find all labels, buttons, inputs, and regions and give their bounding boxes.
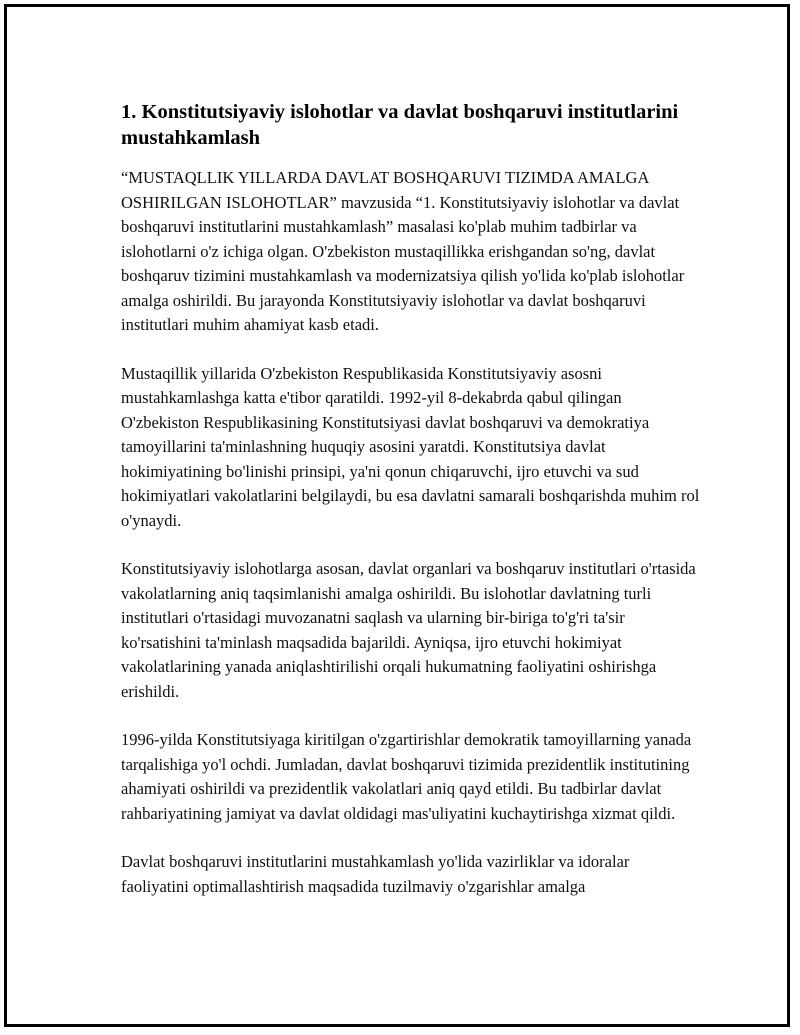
- section-heading: 1. Konstitutsiyaviy islohotlar va davlat boshqaruvi institutlarini mustahkamlash: [121, 101, 679, 149]
- paragraph-2: Mustaqillik yillarida O'zbekiston Respublikasida Konstitutsiyaviy asosni mustahkamlashga katta e'tibor qaratildi. 1992-yil 8-dekabrda qabul qilingan O'zbekiston Respublikasining Konstitutsiyasi davlat boshqaruvi va demokratiya tamoyillarini ta'minlashning huquqiy asosini yaratdi. Konstitutsiya davlat hokimiyatining bo'linishi prinsipi, ya'ni qonun chiqaruvchi, ijro etuvchi va sud hokimiyatlari vakolatlarini belgilaydi, bu esa davlatni samarali boshqarishda muhim rol o'ynaydi.: [121, 363, 700, 530]
- paragraph-5: Davlat boshqaruvi institutlarini mustahkamlash yo'lida vazirliklar va idoralar faoliyatini optimallashtirish maqsadida tuzilmaviy o'zgarishlar amalga: [121, 852, 630, 896]
- document-page: [4, 4, 790, 1027]
- paragraph-3: Konstitutsiyaviy islohotlarga asosan, davlat organlari va boshqaruv institutlari o'rtasida vakolatlarning aniq taqsimlanishi amalga oshirildi. Bu islohotlar davlatning turli institutlari o'rtasidagi muvozanatni saqlash va ularning bir-biriga to'g'ri ta'sir ko'rsatishini ta'minlash maqsadida bajarildi. Ayniqsa, ijro etuvchi hokimiyat vakolatlarining yanada aniqlashtirilishi orqali hukumatning faoliyatini oshirishga erishildi.: [121, 559, 696, 701]
- paragraph-1: “MUSTAQLLIK YILLARDA DAVLAT BOSHQARUVI TIZIMDA AMALGA OSHIRILGAN ISLOHOTLAR” mavzusida “1. Konstitutsiyaviy islohotlar va davlat boshqaruvi institutlarini mustahkamlash” masalasi ko'plab muhim tadbirlar va islohotlarni o'z ichiga olgan. O'zbekiston mustaqillikka erishgandan so'ng, davlat boshqaruv tizimini mustahkamlash va modernizatsiya qilish yo'lida ko'plab islohotlar amalga oshirildi. Bu jarayonda Konstitutsiyaviy islohotlar va davlat boshqaruvi institutlari muhim ahamiyat kasb etadi.: [121, 168, 685, 334]
- document-body: [121, 99, 701, 923]
- paragraph-4: 1996-yilda Konstitutsiyaga kiritilgan o'zgartirishlar demokratik tamoyillarning yanada tarqalishiga yo'l ochdi. Jumladan, davlat boshqaruvi tizimida prezidentlik institutining ahamiyati oshirildi va prezidentlik vakolatlari aniq qayd etildi. Bu tadbirlar davlat rahbariyatining jamiyat va davlat oldidagi mas'uliyatini kuchaytirishga xizmat qildi.: [121, 730, 692, 823]
